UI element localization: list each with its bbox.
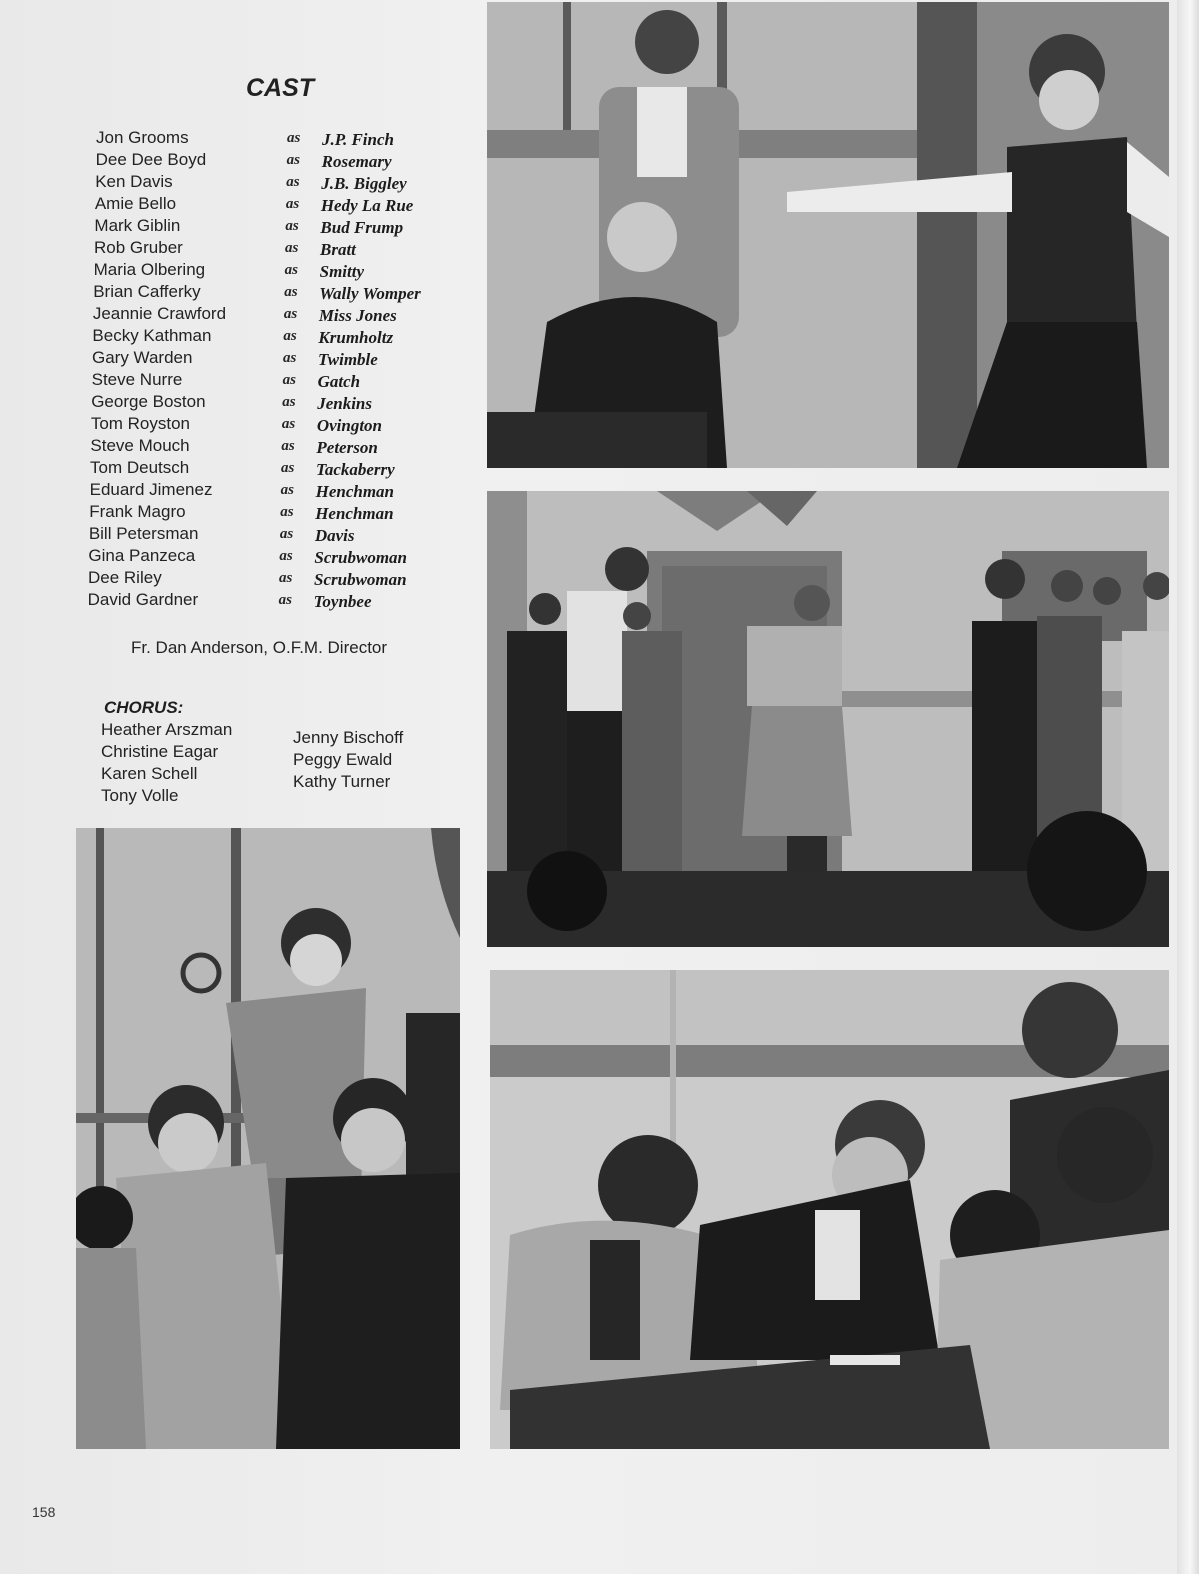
cast-row [90, 414, 382, 436]
cast-role: J.B. Biggley [321, 174, 407, 193]
cast-role: Hedy La Rue [320, 196, 414, 215]
stage-photo-top [487, 2, 1169, 468]
stage-photo-bottom-right [490, 970, 1169, 1449]
cast-actor: Dee Riley [88, 568, 162, 587]
cast-actor: Jon Grooms [96, 128, 189, 147]
chorus-member: Heather Arszman [101, 720, 233, 739]
cast-actor: Tom Royston [90, 414, 191, 433]
cast-as-word: as [281, 416, 296, 432]
cast-actor: Amie Bello [94, 194, 177, 213]
chorus-column-1 [101, 720, 232, 808]
cast-role: Henchman [315, 482, 395, 501]
cast-row [92, 326, 394, 348]
cast-role: Gatch [317, 372, 361, 391]
cast-role: Twimble [318, 350, 378, 369]
cast-as-word: as [281, 438, 295, 454]
director-credit: Fr. Dan Anderson, O.F.M. Director [131, 638, 388, 657]
chorus-member: Tony Volle [101, 786, 179, 805]
cast-role: Jenkins [317, 394, 372, 413]
cast-actor: Ken Davis [95, 172, 173, 191]
cast-as-word: as [284, 262, 298, 278]
cast-actor: Becky Kathman [92, 326, 212, 345]
cast-role: Ovington [316, 416, 382, 435]
cast-row [90, 458, 395, 480]
cast-as-word: as [284, 284, 298, 300]
cast-as-word: as [285, 218, 299, 234]
chorus-member: Jenny Bischoff [293, 728, 404, 747]
cast-row [88, 568, 407, 590]
cast-as-word: as [279, 548, 293, 564]
cast-row [91, 370, 361, 392]
chorus-column-2 [293, 728, 403, 794]
cast-actor: David Gardner [87, 590, 199, 609]
cast-actor: Tom Deutsch [90, 458, 190, 477]
stage-photo-middle [487, 491, 1169, 947]
cast-role: Bratt [320, 240, 356, 259]
cast-heading: CAST [246, 74, 315, 102]
stage-photo-bottom-left [76, 828, 460, 1449]
cast-as-word: as [283, 350, 297, 366]
cast-row [89, 480, 395, 502]
cast-role: Scrubwoman [314, 548, 407, 567]
cast-as-word: as [283, 328, 297, 344]
cast-actor: George Boston [91, 392, 206, 411]
cast-actor: Mark Giblin [94, 216, 181, 235]
cast-role: Krumholtz [318, 328, 394, 347]
cast-row [93, 282, 421, 304]
cast-as-word: as [279, 570, 293, 586]
cast-actor: Rob Gruber [94, 238, 183, 257]
cast-actor: Dee Dee Boyd [95, 150, 207, 169]
cast-role: Scrubwoman [314, 570, 407, 589]
cast-row [94, 194, 414, 216]
cast-role: Bud Frump [320, 218, 404, 237]
cast-role: J.P. Finch [322, 130, 394, 149]
chorus-member: Christine Eagar [101, 742, 219, 761]
cast-row [87, 590, 372, 612]
cast-actor: Steve Mouch [90, 436, 190, 455]
cast-role: Wally Womper [319, 284, 421, 303]
page-binding-edge [1177, 0, 1199, 1574]
cast-row [89, 502, 394, 524]
cast-row [90, 436, 378, 458]
cast-role: Toynbee [313, 592, 372, 611]
page-number: 158 [32, 1504, 56, 1520]
cast-as-word: as [279, 526, 294, 542]
cast-role: Miss Jones [318, 306, 397, 325]
cast-as-word: as [280, 482, 294, 498]
cast-actor: Gary Warden [92, 348, 193, 367]
cast-role: Henchman [315, 504, 394, 523]
cast-as-word: as [283, 306, 298, 322]
cast-as-word: as [282, 394, 296, 410]
cast-as-word: as [285, 196, 300, 212]
chorus-member: Karen Schell [101, 764, 198, 783]
cast-row [88, 524, 355, 546]
cast-as-word: as [278, 592, 292, 608]
cast-role: Smitty [319, 262, 365, 281]
cast-row [93, 260, 365, 282]
cast-as-word: as [285, 240, 299, 256]
cast-actor: Jeannie Crawford [92, 304, 227, 323]
cast-row [94, 216, 404, 238]
cast-as-word: as [286, 174, 300, 190]
cast-role: Rosemary [321, 152, 392, 171]
chorus-member: Peggy Ewald [293, 750, 393, 769]
chorus-member: Kathy Turner [293, 772, 391, 791]
cast-role: Tackaberry [316, 460, 395, 479]
cast-as-word: as [280, 504, 294, 520]
cast-actor: Maria Olbering [93, 260, 206, 279]
cast-row [91, 392, 372, 414]
cast-row [92, 304, 397, 326]
cast-role: Peterson [316, 438, 378, 457]
cast-row [88, 546, 407, 568]
cast-as-word: as [286, 152, 300, 168]
cast-actor: Eduard Jimenez [89, 480, 213, 499]
cast-actor: Bill Petersman [88, 524, 199, 543]
cast-role: Davis [314, 526, 355, 545]
cast-as-word: as [281, 460, 295, 476]
cast-row [94, 238, 356, 260]
chorus-heading: CHORUS: [104, 698, 184, 717]
cast-row [95, 172, 407, 194]
cast-actor: Brian Cafferky [93, 282, 201, 301]
cast-actor: Frank Magro [89, 502, 186, 521]
cast-as-word: as [282, 372, 296, 388]
cast-actor: Steve Nurre [91, 370, 183, 389]
cast-row [92, 348, 378, 370]
cast-actor: Gina Panzeca [88, 546, 196, 565]
cast-as-word: as [287, 130, 301, 146]
